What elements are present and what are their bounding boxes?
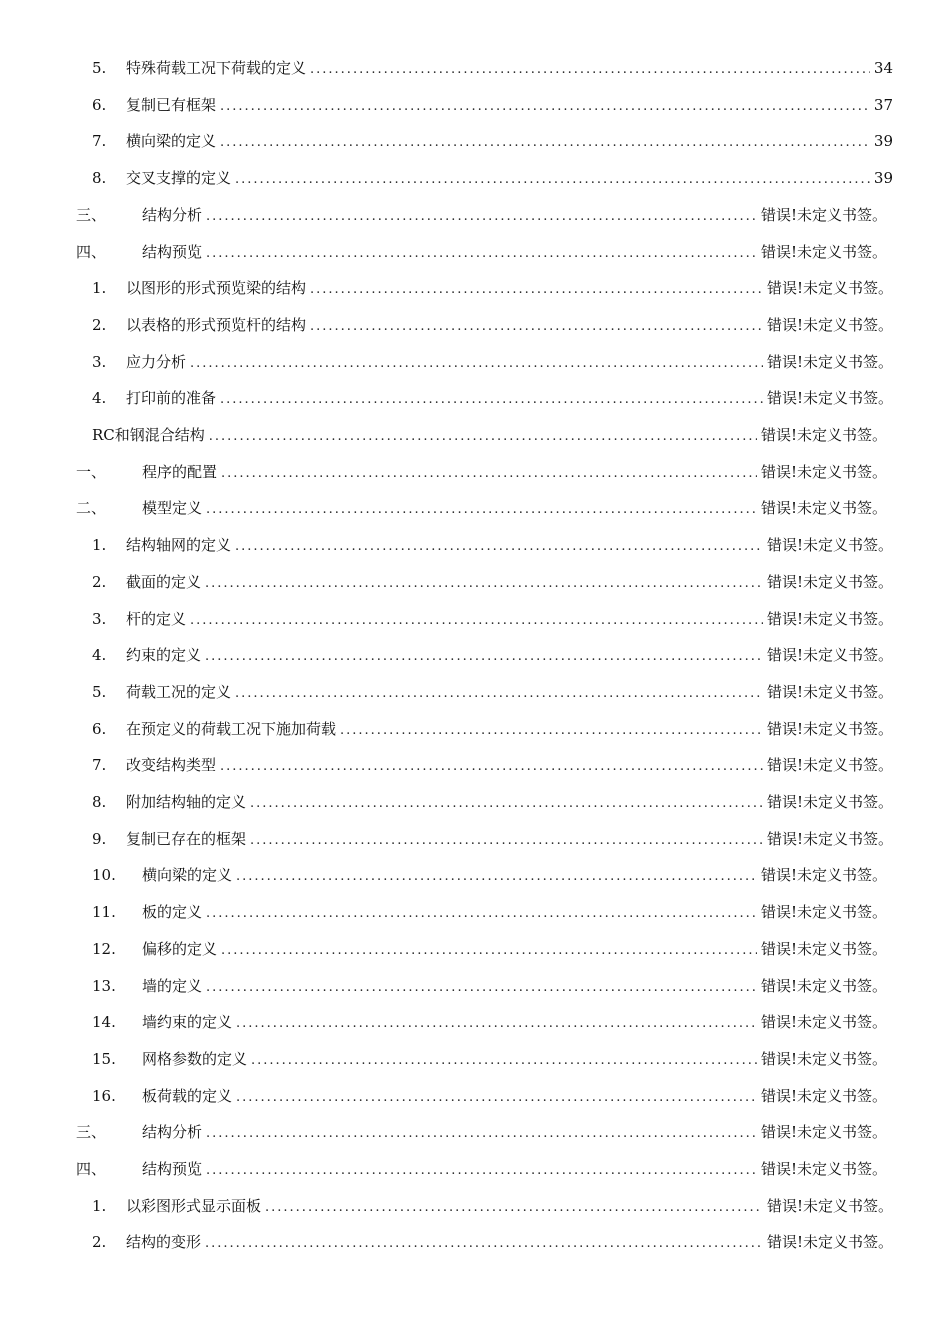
toc-leader-dots bbox=[206, 900, 757, 926]
toc-entry-number: 14. bbox=[92, 1013, 116, 1032]
toc-entry-number: 5. bbox=[92, 682, 107, 701]
toc-entry[interactable] bbox=[92, 384, 893, 412]
toc-entry[interactable] bbox=[92, 91, 893, 119]
toc-entry-number: 8. bbox=[92, 793, 107, 811]
toc-entry[interactable] bbox=[92, 348, 893, 376]
toc-entry-title: 交叉支撑的定义 bbox=[126, 169, 232, 188]
toc-leader-dots bbox=[206, 496, 757, 522]
toc-entry-page: 错误!未定义书签。 bbox=[760, 1160, 887, 1178]
toc-leader-dots bbox=[206, 240, 757, 266]
toc-entry-number: 三、 bbox=[76, 1123, 107, 1142]
toc-entry-number: 四、 bbox=[76, 1160, 107, 1178]
toc-entry-title: 约束的定义 bbox=[126, 646, 202, 665]
toc-entry-title: 结构的变形 bbox=[126, 1233, 202, 1252]
toc-leader-dots bbox=[206, 1157, 757, 1183]
toc-leader-dots bbox=[221, 460, 757, 486]
toc-leader-dots bbox=[220, 129, 870, 155]
toc-entry-number: 4. bbox=[92, 646, 107, 665]
toc-entry[interactable] bbox=[92, 127, 893, 155]
toc-entry-page: 错误!未定义书签。 bbox=[760, 939, 887, 958]
toc-entry-number: 6. bbox=[92, 95, 107, 114]
toc-entry[interactable] bbox=[92, 861, 887, 889]
toc-entry-title: 横向梁的定义 bbox=[126, 132, 217, 151]
toc-entry-title: 结构轴网的定义 bbox=[126, 536, 232, 555]
toc-entry-page: 错误!未定义书签。 bbox=[760, 499, 887, 518]
toc-entry[interactable] bbox=[92, 1228, 893, 1256]
toc-entry-page: 错误!未定义书签。 bbox=[766, 646, 893, 665]
toc-leader-dots bbox=[220, 386, 763, 412]
toc-leader-dots bbox=[235, 680, 763, 706]
toc-entry-number: 3. bbox=[92, 352, 107, 371]
toc-entry-title: 截面的定义 bbox=[126, 572, 202, 591]
toc-entry[interactable] bbox=[92, 972, 887, 1000]
toc-entry-title: 结构分析 bbox=[142, 205, 203, 224]
toc-entry[interactable] bbox=[76, 238, 887, 266]
toc-leader-dots bbox=[220, 753, 763, 779]
toc-entry-page: 错误!未定义书签。 bbox=[766, 1233, 893, 1252]
toc-entry-page: 错误!未定义书签。 bbox=[760, 242, 887, 261]
toc-entry-page: 错误!未定义书签。 bbox=[766, 609, 893, 628]
toc-entry-title: 结构预览 bbox=[142, 242, 203, 261]
toc-entry[interactable] bbox=[92, 788, 893, 816]
toc-entry[interactable] bbox=[76, 1118, 887, 1146]
toc-entry-title: 结构预览 bbox=[142, 1160, 203, 1178]
toc-entry-title: 杆的定义 bbox=[126, 609, 187, 628]
toc-entry-page: 39 bbox=[873, 132, 893, 151]
toc-entry-title: 网格参数的定义 bbox=[142, 1049, 248, 1068]
toc-leader-dots bbox=[221, 937, 757, 963]
toc-entry[interactable] bbox=[76, 201, 887, 229]
toc-entry-number: 1. bbox=[92, 1196, 107, 1215]
toc-entry-page: 错误!未定义书签。 bbox=[766, 793, 893, 811]
toc-entry-page: 错误!未定义书签。 bbox=[760, 1086, 887, 1105]
toc-entry[interactable] bbox=[92, 641, 893, 669]
toc-entry-number: 11. bbox=[92, 903, 116, 922]
toc-entry-title: 复制已存在的框架 bbox=[126, 829, 247, 848]
toc-entry-page: 错误!未定义书签。 bbox=[760, 1013, 887, 1032]
toc-entry[interactable] bbox=[92, 1192, 893, 1220]
toc-entry[interactable] bbox=[92, 531, 893, 559]
toc-leader-dots bbox=[205, 1230, 763, 1256]
toc-entry-number: 13. bbox=[92, 976, 116, 995]
toc-entry[interactable] bbox=[92, 825, 893, 853]
toc-entry-title: 应力分析 bbox=[126, 352, 187, 371]
toc-leader-dots bbox=[251, 1047, 757, 1073]
toc-entry-number: 6. bbox=[92, 719, 107, 738]
toc-entry-number: 5. bbox=[92, 59, 107, 77]
toc-entry-page: 错误!未定义书签。 bbox=[760, 1123, 887, 1142]
toc-leader-dots bbox=[236, 863, 757, 889]
toc-entry-page: 错误!未定义书签。 bbox=[766, 1196, 893, 1215]
toc-entry-number: 16. bbox=[92, 1086, 116, 1105]
toc-entry[interactable] bbox=[92, 568, 893, 596]
toc-entry-title: RC和钢混合结构 bbox=[92, 426, 205, 444]
toc-leader-dots bbox=[250, 827, 763, 853]
toc-leader-dots bbox=[235, 533, 763, 559]
toc-entry-number: 8. bbox=[92, 169, 107, 188]
toc-entry-number: 三、 bbox=[76, 205, 107, 224]
toc-entry[interactable] bbox=[92, 311, 893, 339]
toc-leader-dots bbox=[340, 717, 763, 743]
toc-entry-title: 荷载工况的定义 bbox=[126, 682, 232, 701]
toc-entry[interactable] bbox=[92, 1008, 887, 1036]
toc-entry-title: 板的定义 bbox=[142, 903, 203, 922]
toc-leader-dots bbox=[310, 313, 763, 339]
toc-entry-page: 错误!未定义书签。 bbox=[766, 536, 893, 555]
toc-entry[interactable] bbox=[92, 751, 893, 779]
toc-entry-page: 错误!未定义书签。 bbox=[766, 389, 893, 408]
toc-entry-number: 一、 bbox=[76, 462, 107, 481]
toc-entry-page: 错误!未定义书签。 bbox=[766, 829, 893, 848]
toc-entry-page: 错误!未定义书签。 bbox=[766, 756, 893, 775]
toc-entry-title: 结构分析 bbox=[142, 1123, 203, 1142]
toc-entry-page: 错误!未定义书签。 bbox=[760, 903, 887, 922]
toc-entry-page: 错误!未定义书签。 bbox=[766, 572, 893, 591]
toc-entry-page: 37 bbox=[873, 95, 893, 114]
toc-entry-title: 偏移的定义 bbox=[142, 939, 218, 958]
toc-leader-dots bbox=[220, 93, 870, 119]
toc-entry[interactable] bbox=[92, 421, 887, 449]
toc-entry-number: 4. bbox=[92, 389, 107, 408]
toc-entry[interactable] bbox=[76, 1155, 887, 1183]
toc-entry[interactable] bbox=[92, 54, 893, 82]
toc-entry-page: 错误!未定义书签。 bbox=[760, 426, 887, 444]
toc-entry-page: 错误!未定义书签。 bbox=[766, 352, 893, 371]
toc-leader-dots bbox=[236, 1010, 757, 1036]
toc-entry[interactable] bbox=[92, 164, 893, 192]
toc-entry[interactable] bbox=[92, 898, 887, 926]
toc-entry[interactable] bbox=[76, 494, 887, 522]
toc-entry-title: 附加结构轴的定义 bbox=[126, 793, 247, 811]
toc-entry-page: 错误!未定义书签。 bbox=[760, 462, 887, 481]
toc-entry-title: 墙的定义 bbox=[142, 976, 203, 995]
toc-leader-dots bbox=[190, 350, 763, 376]
toc-entry-title: 以彩图形式显示面板 bbox=[126, 1196, 262, 1215]
toc-entry-number: 二、 bbox=[76, 499, 107, 518]
toc-entry-number: 2. bbox=[92, 572, 107, 591]
toc-entry-page: 34 bbox=[873, 59, 893, 77]
toc-entry-title: 板荷载的定义 bbox=[142, 1086, 233, 1105]
toc-entry-number: 1. bbox=[92, 536, 107, 555]
toc-leader-dots bbox=[206, 203, 757, 229]
toc-entry[interactable] bbox=[92, 274, 893, 302]
toc-entry-page: 39 bbox=[873, 169, 893, 188]
toc-entry-title: 改变结构类型 bbox=[126, 756, 217, 775]
toc-entry[interactable] bbox=[92, 1082, 887, 1110]
toc-entry[interactable] bbox=[92, 605, 893, 633]
toc-entry-page: 错误!未定义书签。 bbox=[760, 205, 887, 224]
toc-entry-page: 错误!未定义书签。 bbox=[766, 279, 893, 298]
toc-entry-title: 墙约束的定义 bbox=[142, 1013, 233, 1032]
toc-entry-number: 10. bbox=[92, 866, 116, 885]
toc-leader-dots bbox=[236, 1084, 757, 1110]
toc-entry-number: 7. bbox=[92, 756, 107, 775]
toc-leader-dots bbox=[235, 166, 870, 192]
toc-entry-title: 横向梁的定义 bbox=[142, 866, 233, 885]
toc-entry-number: 7. bbox=[92, 132, 107, 151]
toc-leader-dots bbox=[265, 1194, 763, 1220]
toc-entry[interactable] bbox=[92, 1045, 887, 1073]
toc-entry-number: 2. bbox=[92, 315, 107, 334]
toc-entry-page: 错误!未定义书签。 bbox=[766, 315, 893, 334]
toc-entry-title: 以表格的形式预览杆的结构 bbox=[126, 315, 307, 334]
toc-leader-dots bbox=[310, 276, 763, 302]
toc-leader-dots bbox=[206, 974, 757, 1000]
toc-entry-page: 错误!未定义书签。 bbox=[760, 1049, 887, 1068]
toc-entry-title: 以图形的形式预览梁的结构 bbox=[126, 279, 307, 298]
toc-entry-number: 2. bbox=[92, 1233, 107, 1252]
toc-entry-number: 四、 bbox=[76, 242, 107, 261]
toc-entry-number: 12. bbox=[92, 939, 116, 958]
toc-leader-dots bbox=[205, 643, 763, 669]
toc-entry-title: 在预定义的荷载工况下施加荷载 bbox=[126, 719, 337, 738]
toc-entry-page: 错误!未定义书签。 bbox=[766, 719, 893, 738]
toc-leader-dots bbox=[190, 607, 763, 633]
toc-entry-number: 1. bbox=[92, 279, 107, 298]
toc-entry-title: 模型定义 bbox=[142, 499, 203, 518]
toc-leader-dots bbox=[205, 570, 763, 596]
toc-leader-dots bbox=[206, 1120, 757, 1146]
toc-entry-title: 打印前的准备 bbox=[126, 389, 217, 408]
toc-entry-number: 3. bbox=[92, 609, 107, 628]
toc-entry-page: 错误!未定义书签。 bbox=[766, 682, 893, 701]
toc-entry[interactable] bbox=[92, 935, 887, 963]
toc-entry-page: 错误!未定义书签。 bbox=[760, 866, 887, 885]
toc-entry[interactable] bbox=[92, 678, 893, 706]
toc-entry-title: 特殊荷载工况下荷载的定义 bbox=[126, 59, 307, 77]
toc-leader-dots bbox=[209, 423, 757, 449]
toc-entry-title: 复制已有框架 bbox=[126, 95, 217, 114]
toc-entry-number: 9. bbox=[92, 829, 107, 848]
toc-entry-number: 15. bbox=[92, 1049, 116, 1068]
toc-leader-dots bbox=[310, 56, 870, 82]
toc-entry-page: 错误!未定义书签。 bbox=[760, 976, 887, 995]
toc-entry[interactable] bbox=[76, 458, 887, 486]
toc-entry[interactable] bbox=[92, 715, 893, 743]
toc-leader-dots bbox=[250, 790, 763, 816]
toc-entry-title: 程序的配置 bbox=[142, 462, 218, 481]
